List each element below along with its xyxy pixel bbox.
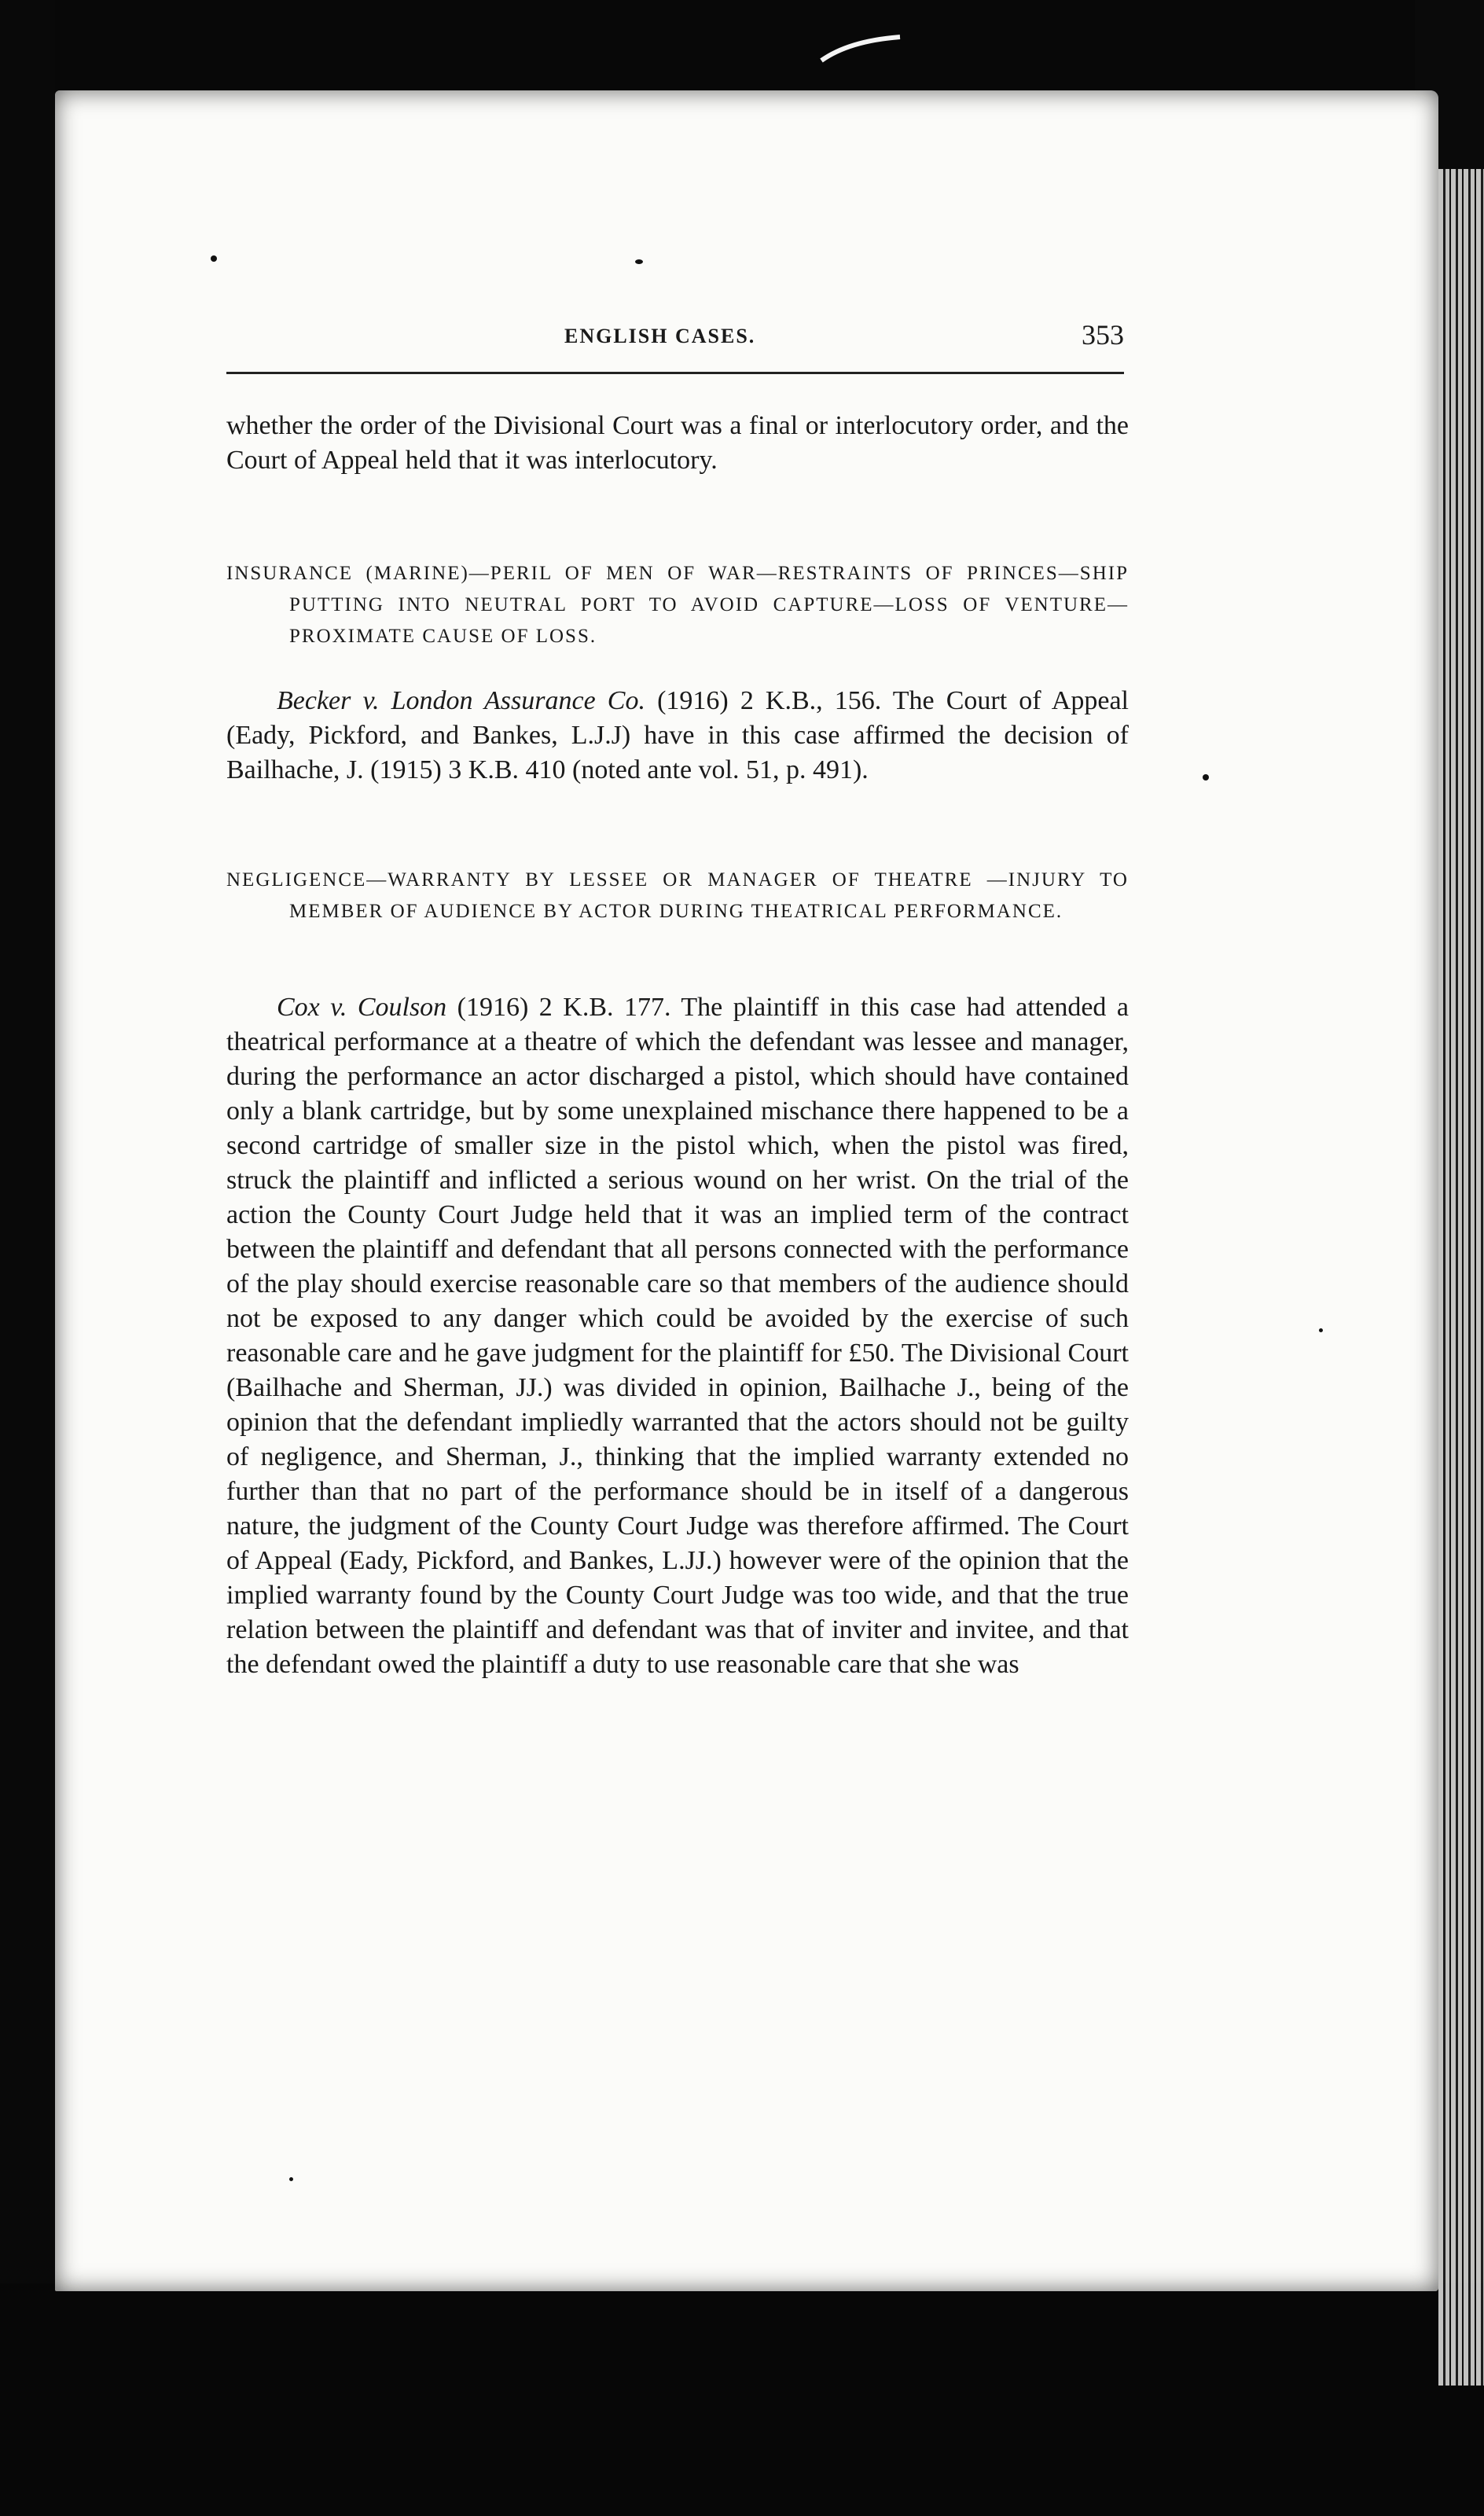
case-citation: Becker v. London Assurance Co. (277, 686, 645, 715)
scan-speck (211, 255, 217, 262)
header-rule (226, 372, 1124, 374)
paragraph-body: (1916) 2 K.B. 177. The plaintiff in this case had attended a theatrical performance at a theatre of which the defendant was lessee and manager, during the performance an actor discharged a pistol, which should have contained only a blank cartridge, but by some unexplained mischance there happened to be a second cartridge of smaller size in the pistol which, when the pistol was fired, struck the plaintiff and inflicted a serious wound on her wrist. On the trial of the action the County Court Judge held that it was an implied term of the contract between the plaintiff and defendant that all persons connected with the performance of the play should exercise reasonable care so that members of the audience should not be exposed to any danger which could be avoided by the exercise of such reasonable care and he gave judgment for the plaintiff for £50. The Divisional Court (Bailhache and Sherman, JJ.) was divided in opinion, Bailhache J., being of the opinion that the defendant impliedly warranted that the actors should not be guilty of negligence, and Sherman, J., thinking that the implied warranty extended no further than that no part of the performance should be in itself of a dangerous nature, the judgment of the County Court Judge was therefore affirmed. The Court of Appeal (Eady, Pickford, and Bankes, L.JJ.) however were of the opinion that the implied warranty found by the County Court Judge was too wide, and that the true relation between the plaintiff and defendant was that of inviter and invitee, and that the defendant owed the plaintiff a duty to use reasonable care that she was (226, 993, 1129, 1679)
paragraph-cox (226, 990, 1129, 1682)
case-citation: Cox v. Coulson (277, 993, 447, 1022)
page-number: 353 (1082, 319, 1124, 351)
scan-border-bottom (0, 2283, 1484, 2516)
case-heading-negligence: NEGLIGENCE—WARRANTY BY LESSEE OR MANAGER OF THEATRE —INJURY TO MEMBER OF AUDIENCE BY ACTOR DURING THEATRICAL PERFORMANCE. (226, 869, 1129, 922)
paragraph-body: (1916) 2 K.B., 156. The Court of Appeal (Eady, Pickford, and Bankes, L.J.J) have in this case affirmed the decision of Bailhache, J. (1915) 3 K.B. 410 (noted ante vol. 51, p. 491). (226, 686, 1129, 784)
running-head: ENGLISH CASES. (564, 325, 756, 347)
page-edge-shadow (1438, 169, 1484, 2386)
scan-speck (635, 259, 643, 264)
case-heading-insurance: INSURANCE (MARINE)—PERIL OF MEN OF WAR—RESTRAINTS OF PRINCES—SHIP PUTTING INTO NEUTRAL PORT TO AVOID CAPTURE—LOSS OF VENTURE—PROXIMATE CAUSE OF LOSS. (226, 563, 1129, 647)
scan-speck (289, 2177, 293, 2181)
scan-border-left (0, 0, 55, 2516)
page-header (226, 318, 1124, 365)
scan-artifact-mark (817, 33, 904, 64)
paragraph-continuation: whether the order of the Divisional Court was a final or interlocutory order, and the Court of Appeal held that it was interlocutory. (226, 411, 1129, 475)
scan-speck (1203, 774, 1209, 781)
scan-speck (1319, 1328, 1323, 1332)
paragraph-becker (226, 684, 1129, 788)
